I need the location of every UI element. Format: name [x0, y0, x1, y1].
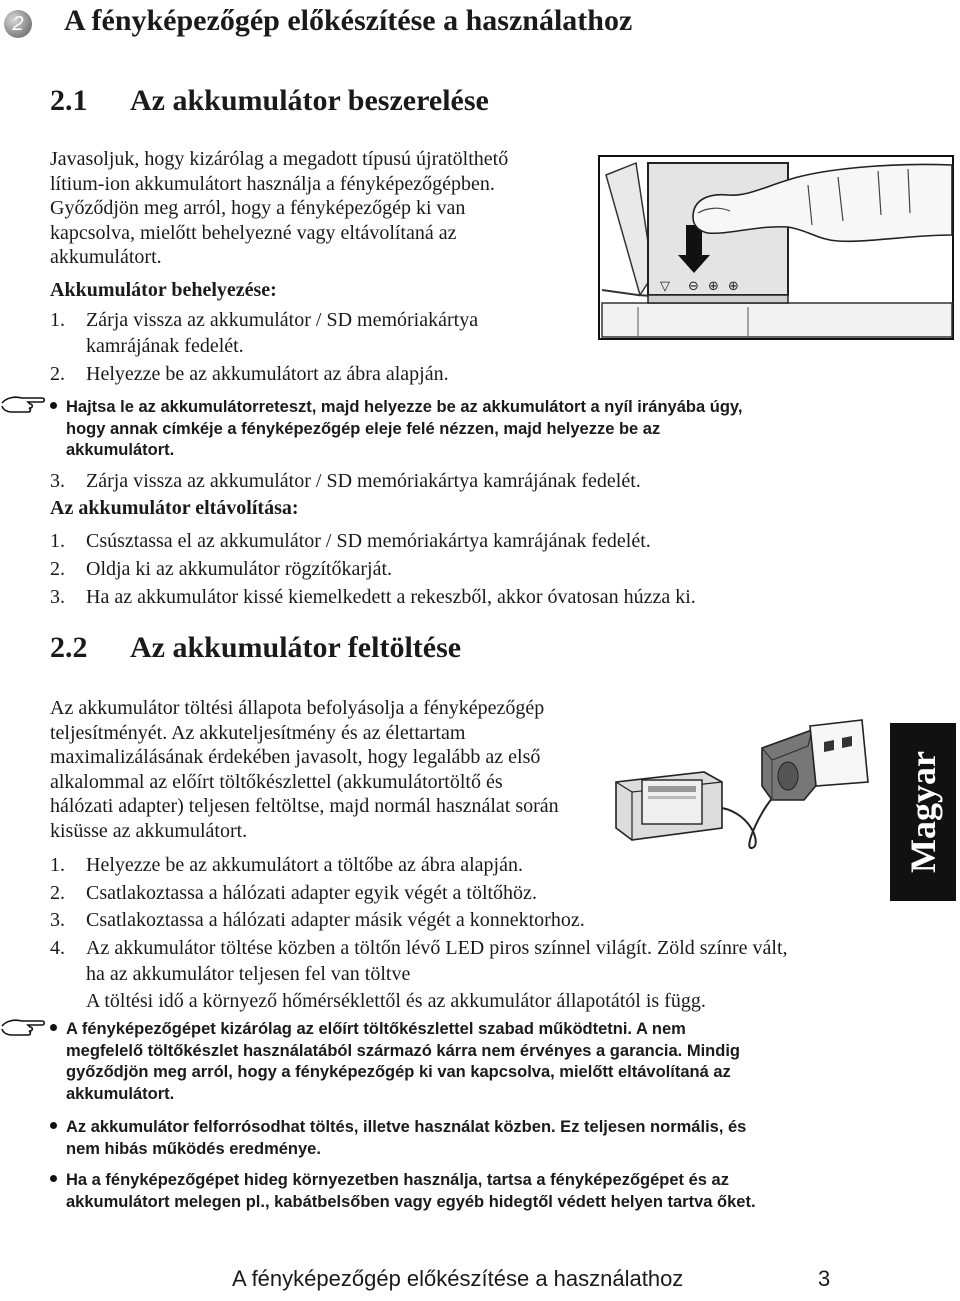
battery-intro-paragraph	[50, 147, 590, 270]
battery-heat-note	[66, 1117, 876, 1160]
step-number: 1.	[50, 309, 65, 331]
note-line: megfelelő töltőkészlet használatából származó kárra nem érvényes a garancia. Mindig	[66, 1041, 740, 1060]
remove-battery-heading: Az akkumulátor eltávolítása:	[50, 497, 299, 519]
charger-warning-note	[66, 1019, 876, 1105]
charger-illustration	[612, 716, 874, 854]
step-text: Csatlakoztassa a hálózati adapter másik végét a konnektorhoz.	[86, 909, 585, 931]
step-number: 1.	[50, 854, 65, 876]
insert-step-3	[50, 469, 641, 493]
paragraph-line: maximalizálásának érdekében javasolt, hogy legalább az első	[50, 746, 541, 768]
insert-step-1	[50, 308, 478, 332]
step-number: 2.	[50, 558, 65, 580]
paragraph-line: kapcsolva, mielőtt behelyezné vagy eltávolítaná az	[50, 221, 457, 244]
paragraph-line: hálózati adapter) teljesen feltöltse, majd normál használat során	[50, 795, 559, 817]
remove-step-2	[50, 557, 392, 581]
step-text: Az akkumulátor töltése közben a töltőn lévő LED piros színnel világít. Zöld színre vált,	[86, 937, 788, 959]
paragraph-line: kisüsse az akkumulátort.	[50, 819, 248, 842]
step-number: 2.	[50, 363, 65, 385]
pointing-hand-icon	[0, 394, 46, 416]
page-number: 3	[818, 1266, 831, 1291]
language-label: Magyar	[903, 751, 943, 873]
note-line: nem hibás működés eredménye.	[66, 1139, 321, 1158]
paragraph-line: akkumulátort.	[50, 246, 162, 268]
note-line: hogy annak címkéje a fényképezőgép eleje felé nézzen, majd helyezze be az	[66, 419, 661, 438]
insert-step-2	[50, 362, 449, 386]
note-line: akkumulátort melegen pl., kabátbelsőben vagy egyéb hidegtől védett helyen tartva őket.	[66, 1192, 756, 1211]
note-line: A fényképezőgépet kizárólag az előírt töltőkészlettel szabad működtetni. A nem	[66, 1020, 686, 1038]
paragraph-line: lítium-ion akkumulátort használja a fényképezőgépben.	[50, 172, 495, 195]
section-number: 2.2	[50, 631, 88, 664]
note-line: akkumulátort.	[66, 1084, 175, 1103]
step-number: 3.	[50, 909, 65, 931]
step-text: Helyezze be az akkumulátort az ábra alapján.	[86, 363, 449, 385]
note-line: akkumulátort.	[66, 441, 175, 459]
charging-step-4	[50, 936, 788, 960]
note-line: Hajtsa le az akkumulátorreteszt, majd helyezze be az akkumulátort a nyíl irányába úgy,	[66, 398, 743, 416]
step-text: Zárja vissza az akkumulátor / SD memóriakártya	[86, 309, 479, 331]
battery-symbol: ⊖	[688, 279, 699, 294]
bullet-icon	[50, 1175, 57, 1182]
step-text: Oldja ki az akkumulátor rögzítőkarját.	[86, 558, 393, 580]
section-title: Az akkumulátor beszerelése	[130, 84, 489, 117]
cold-environment-note	[66, 1170, 876, 1213]
paragraph-line: teljesítményét. Az akkuteljesítmény és az élettartam	[50, 721, 466, 744]
step-number: 2.	[50, 882, 65, 904]
chapter-title: A fényképezőgép előkészítése a használathoz	[64, 4, 633, 37]
paragraph-line: alkalommal az előírt töltőkészlettel (akkumulátortöltő és	[50, 770, 503, 793]
battery-symbol: ⊕	[728, 279, 739, 294]
paragraph-line: Javasoljuk, hogy kizárólag a megadott típusú újratölthető	[50, 148, 509, 170]
language-tab	[890, 723, 956, 901]
insert-step-1-continued: kamrájának fedelét.	[86, 335, 244, 357]
footer-title: A fényképezőgép előkészítése a használathoz	[232, 1266, 684, 1291]
insert-battery-heading: Akkumulátor behelyezése:	[50, 279, 277, 301]
note-line: Ha a fényképezőgépet hideg környezetben használja, tartsa a fényképezőgépet és az	[66, 1171, 729, 1189]
note-line: Az akkumulátor felforrósodhat töltés, illetve használat közben. Ez teljesen normális, és	[66, 1118, 747, 1136]
remove-step-3	[50, 585, 696, 609]
chapter-number-badge: 2	[4, 10, 32, 38]
section-number: 2.1	[50, 84, 88, 117]
bullet-icon	[50, 1122, 57, 1129]
step-text: Zárja vissza az akkumulátor / SD memóriakártya kamrájának fedelét.	[86, 470, 641, 492]
paragraph-line: Győződjön meg arról, hogy a fényképezőgép ki van	[50, 197, 466, 219]
remove-step-1	[50, 529, 651, 553]
battery-insert-note	[66, 397, 866, 462]
battery-insertion-illustration	[598, 155, 954, 340]
step-text: Csúsztassa el az akkumulátor / SD memóriakártya kamrájának fedelét.	[86, 530, 651, 552]
step-number: 4.	[50, 937, 65, 959]
charging-intro-paragraph	[50, 696, 610, 843]
charging-step-1	[50, 853, 523, 877]
section-title: Az akkumulátor feltöltése	[130, 631, 462, 664]
pointing-hand-icon	[0, 1017, 46, 1039]
step-text: Ha az akkumulátor kissé kiemelkedett a rekeszből, akkor óvatosan húzza ki.	[86, 586, 696, 608]
charging-step-3	[50, 908, 585, 932]
battery-symbol: ⊕	[708, 279, 719, 294]
paragraph-line: Az akkumulátor töltési állapota befolyásolja a fényképezőgép	[50, 697, 545, 719]
battery-symbol: ▽	[660, 279, 670, 294]
charging-time-note: A töltési idő a környező hőmérséklettől és az akkumulátor állapotától is függ.	[86, 990, 706, 1012]
bullet-icon	[50, 402, 57, 409]
section-heading-2-1	[50, 84, 489, 118]
step-text: Csatlakoztassa a hálózati adapter egyik végét a töltőhöz.	[86, 882, 537, 904]
step-number: 1.	[50, 530, 65, 552]
step-number: 3.	[50, 586, 65, 608]
step-text: Helyezze be az akkumulátort a töltőbe az ábra alapján.	[86, 854, 523, 876]
charging-step-2	[50, 881, 537, 905]
step-number: 3.	[50, 470, 65, 492]
section-heading-2-2	[50, 631, 461, 665]
bullet-icon	[50, 1024, 57, 1031]
charging-step-4-continued: ha az akkumulátor teljesen fel van töltve	[86, 963, 411, 985]
note-line: győződjön meg arról, hogy a fényképezőgép ki van kapcsolva, mielőtt eltávolítaná az	[66, 1063, 731, 1081]
